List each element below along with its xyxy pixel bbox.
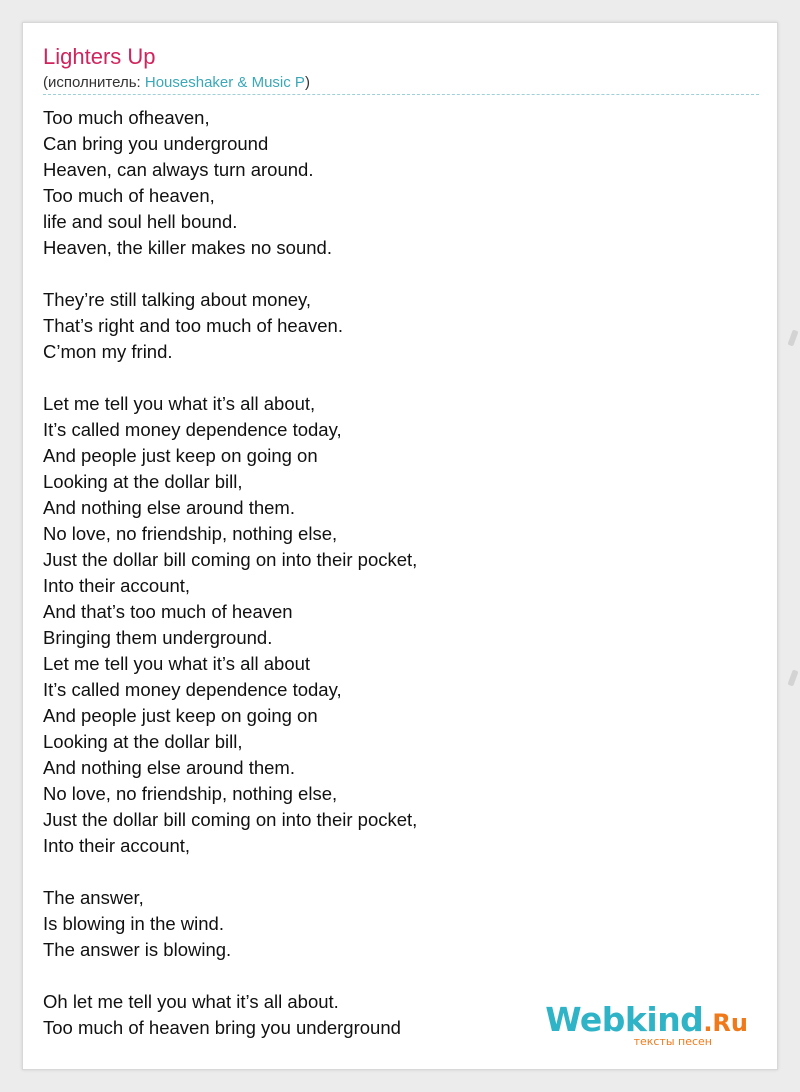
performer-prefix: (исполнитель: xyxy=(43,74,145,91)
lyric-line: Into their account, xyxy=(43,835,191,856)
logo-brand: Webkind xyxy=(545,1000,704,1039)
lyric-line: That’s right and too much of heaven. xyxy=(43,315,343,336)
song-title: Lighters Up xyxy=(43,44,156,69)
lyric-line: life and soul hell bound. xyxy=(43,211,238,232)
lyric-line: Just the dollar bill coming on into their pocket, xyxy=(43,549,418,570)
logo-tld: .Ru xyxy=(703,1009,748,1037)
performer-suffix: ) xyxy=(304,74,310,91)
lyric-line: And nothing else around them. xyxy=(43,757,295,778)
lyric-line: And people just keep on going on xyxy=(43,705,318,726)
lyric-line: Can bring you underground xyxy=(43,133,269,154)
lyric-line: Too much of heaven, xyxy=(43,185,215,206)
lyric-line: The answer is blowing. xyxy=(43,939,232,960)
lyric-line: The answer, xyxy=(43,887,144,908)
webkind-logo[interactable] xyxy=(538,1001,748,1051)
lyric-line: Too much ofheaven, xyxy=(43,107,210,128)
artist-link[interactable]: Houseshaker & Music P xyxy=(144,74,305,91)
paper-edge-mark xyxy=(787,669,798,686)
stanza-break xyxy=(43,365,743,391)
lyric-line: Bringing them underground. xyxy=(43,627,273,648)
lyric-line: It’s called money dependence today, xyxy=(43,419,342,440)
stanza-break xyxy=(43,859,743,885)
lyric-line: Too much of heaven bring you underground xyxy=(43,1017,401,1038)
lyric-line: Just the dollar bill coming on into their pocket, xyxy=(43,809,418,830)
lyrics-card xyxy=(22,22,778,1070)
lyric-line: C’mon my frind. xyxy=(43,341,173,362)
stanza-break xyxy=(43,261,743,287)
lyric-line: And that’s too much of heaven xyxy=(43,601,293,622)
lyric-line: It’s called money dependence today, xyxy=(43,679,342,700)
lyric-line: Into their account, xyxy=(43,575,191,596)
lyric-line: Let me tell you what it’s all about, xyxy=(43,393,316,414)
lyric-line: Heaven, the killer makes no sound. xyxy=(43,237,332,258)
lyric-line: They’re still talking about money, xyxy=(43,289,312,310)
lyric-line: Looking at the dollar bill, xyxy=(43,471,243,492)
logo-tagline: тексты песен xyxy=(633,1035,712,1048)
lyric-line: No love, no friendship, nothing else, xyxy=(43,523,338,544)
lyric-line: Oh let me tell you what it’s all about. xyxy=(43,991,339,1012)
lyric-line: Looking at the dollar bill, xyxy=(43,731,243,752)
lyric-line: Heaven, can always turn around. xyxy=(43,159,314,180)
performer-line xyxy=(43,74,310,92)
stanza-break xyxy=(43,963,743,989)
lyric-line: Let me tell you what it’s all about xyxy=(43,653,311,674)
title-divider xyxy=(43,94,759,95)
lyrics-body xyxy=(43,105,743,1041)
lyric-line: And people just keep on going on xyxy=(43,445,318,466)
paper-edge-mark xyxy=(787,329,798,346)
lyric-line: And nothing else around them. xyxy=(43,497,295,518)
lyric-line: No love, no friendship, nothing else, xyxy=(43,783,338,804)
lyric-line: Is blowing in the wind. xyxy=(43,913,224,934)
